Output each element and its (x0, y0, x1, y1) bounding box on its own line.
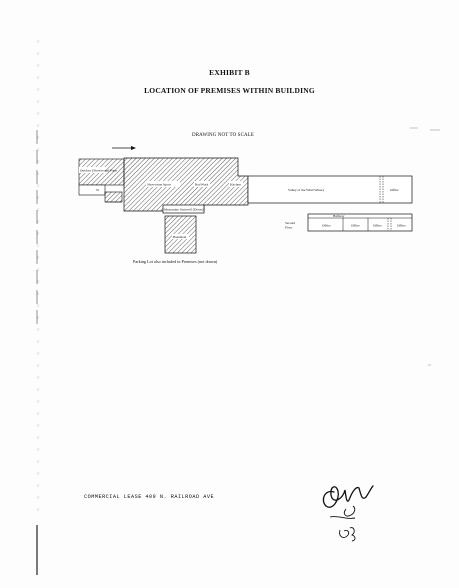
exhibit-title: EXHIBIT B (209, 68, 250, 77)
footer-text: COMMERCIAL LEASE 409 N. RAILROAD AVE (84, 494, 215, 500)
office-b-label: Office (351, 223, 360, 228)
parking-note: Parking Lot also included in Premises (not drawn) (133, 259, 218, 264)
second-floor-label-2: Floor (285, 225, 293, 230)
outdoor-patio-label: Outdoor (Showroom) Patio (80, 168, 118, 173)
mezzanine-label: Mezzanine Stairwell (Down) (164, 207, 204, 212)
second-floor-label-1: Second (285, 221, 295, 225)
basement-label: Basement (173, 235, 187, 239)
marker-w: W (96, 188, 100, 192)
kitchen-label: Kitchen (230, 182, 241, 187)
barwork-label: Bar/Work (195, 182, 209, 187)
office-d-label: Office (397, 223, 406, 228)
exhibit-subtitle: LOCATION OF PREMISES WITHIN BUILDING (144, 86, 315, 95)
showroom-label: Showroom Space (147, 182, 171, 187)
scale-note: DRAWING NOT TO SCALE (192, 133, 255, 138)
hallway-label: Hallway (333, 214, 345, 219)
office-c-label: Office (373, 223, 382, 228)
office-a-label: Office (322, 223, 331, 228)
office-main-label: Office (390, 188, 399, 192)
winery-label: Valley of the Wind Winery (288, 188, 325, 192)
